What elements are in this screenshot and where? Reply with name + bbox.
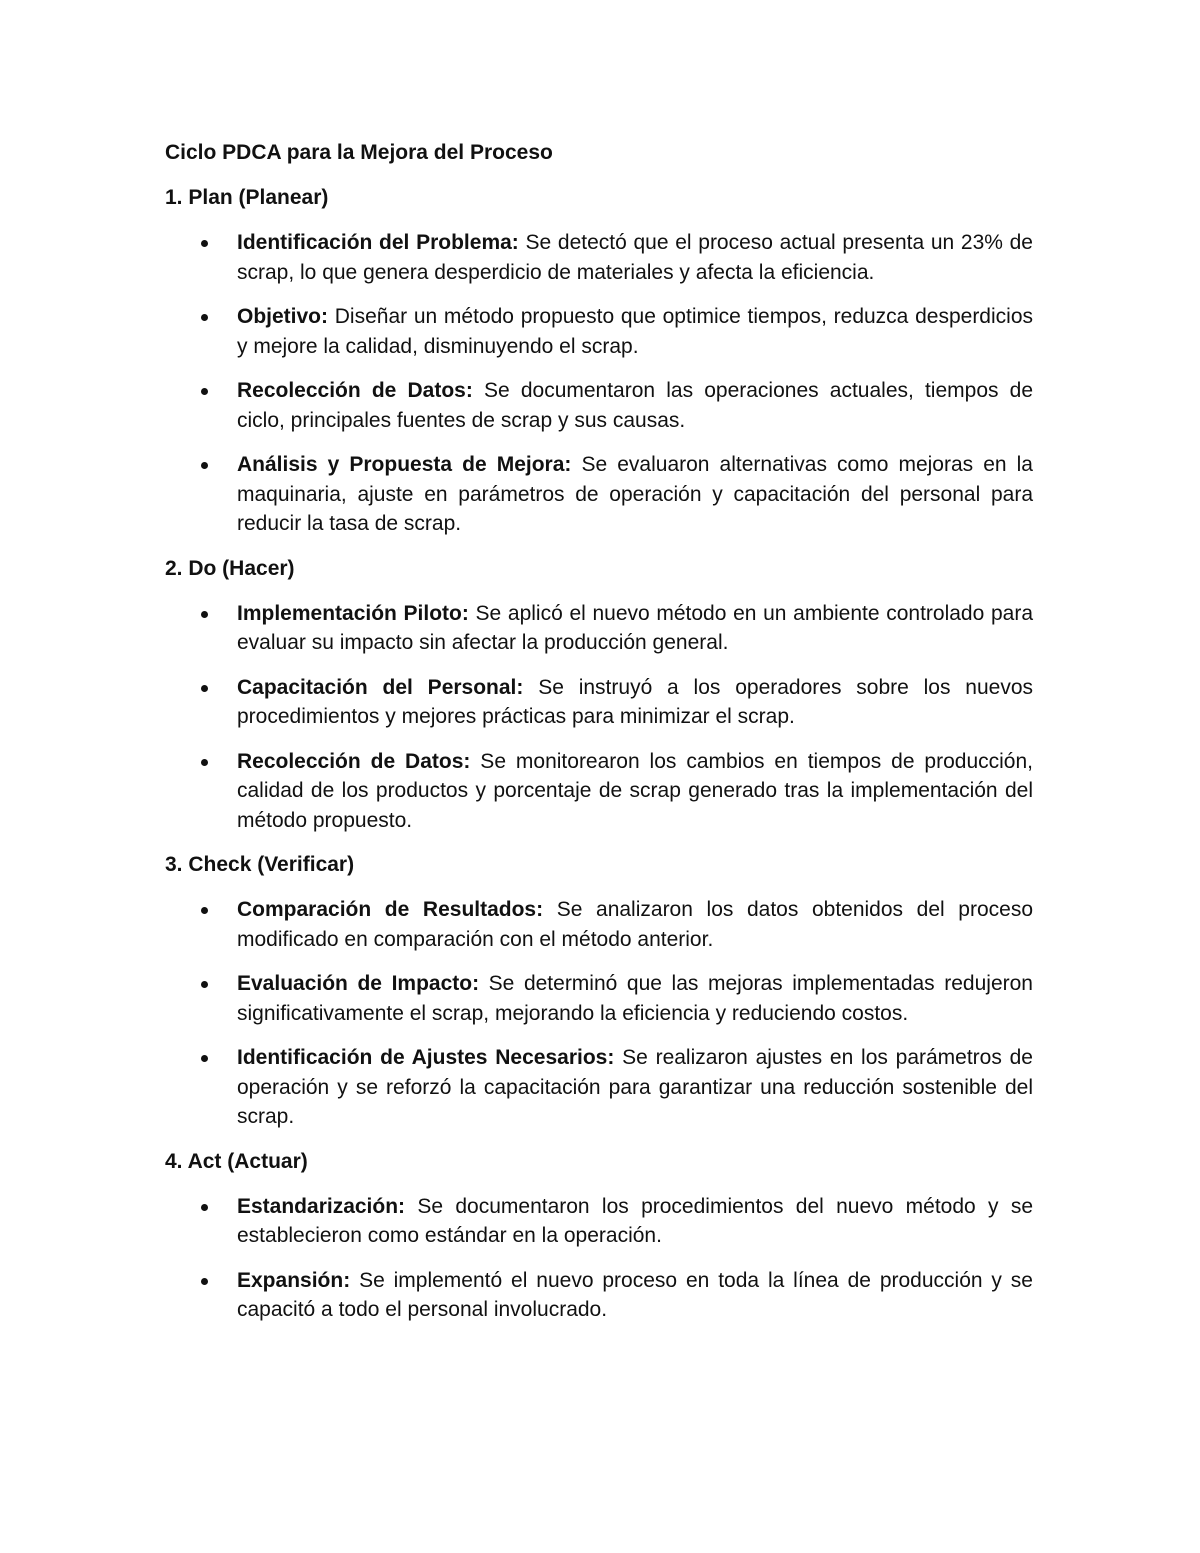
section-heading-act: 4. Act (Actuar) bbox=[165, 1149, 308, 1173]
document-title: Ciclo PDCA para la Mejora del Proceso bbox=[165, 141, 553, 164]
bullet-icon bbox=[201, 462, 208, 469]
bullet-icon bbox=[201, 388, 208, 395]
bullet-icon bbox=[201, 240, 208, 247]
section-heading-do: 2. Do (Hacer) bbox=[165, 556, 295, 580]
bullet-icon bbox=[201, 314, 208, 321]
bullet-icon bbox=[201, 1278, 208, 1285]
list-item bbox=[165, 969, 1033, 1028]
item-text: Se analizaron los datos obtenidos del proceso modificado en comparación con el método anterior. bbox=[237, 898, 1033, 951]
bullet-icon bbox=[201, 907, 208, 914]
item-term: Recolección de Datos: bbox=[237, 749, 471, 773]
item-term: Estandarización: bbox=[237, 1194, 406, 1218]
list-item bbox=[165, 376, 1033, 435]
section-heading-plan: 1. Plan (Planear) bbox=[165, 186, 329, 209]
item-term: Identificación del Problema: bbox=[237, 231, 519, 254]
item-text: Diseñar un método propuesto que optimice tiempos, reduzca desperdicios y mejore la calidad, disminuyendo el scrap. bbox=[237, 305, 1033, 358]
list-item bbox=[165, 895, 1033, 954]
item-term: Evaluación de Impacto: bbox=[237, 972, 480, 995]
item-text: Se realizaron ajustes en los parámetros de operación y se reforzó la capacitación para garantizar una reducción sostenible del scrap. bbox=[237, 1046, 1033, 1128]
bullet-icon bbox=[201, 759, 208, 766]
list-item bbox=[165, 302, 1033, 361]
item-text: Se detectó que el proceso actual presenta un 23% de scrap, lo que genera desperdicio de materiales y afecta la eficiencia. bbox=[237, 231, 1033, 284]
document-body bbox=[165, 138, 1033, 1340]
item-term: Objetivo: bbox=[237, 305, 329, 328]
bullet-icon bbox=[201, 611, 208, 618]
item-text: Se determinó que las mejoras implementadas redujeron significativamente el scrap, mejorando la eficiencia y reduciendo costos. bbox=[237, 972, 1033, 1025]
item-term: Capacitación del Personal: bbox=[237, 675, 524, 699]
bullet-icon bbox=[201, 1055, 208, 1062]
bullet-icon bbox=[201, 1204, 208, 1211]
do-bullet-list bbox=[165, 599, 1033, 836]
item-text: Se monitorearon los cambios en tiempos de producción, calidad de los productos y porcentaje de scrap generado tras la implementación del método propuesto. bbox=[237, 749, 1033, 832]
section-heading-check: 3. Check (Verificar) bbox=[165, 853, 355, 876]
bullet-icon bbox=[201, 981, 208, 988]
item-text: Se implementó el nuevo proceso en toda la línea de producción y se capacitó a todo el personal involucrado. bbox=[237, 1268, 1033, 1321]
plan-bullet-list bbox=[165, 228, 1033, 539]
item-term: Expansión: bbox=[237, 1268, 351, 1292]
item-term: Identificación de Ajustes Necesarios: bbox=[237, 1046, 615, 1069]
list-item bbox=[165, 599, 1033, 658]
item-text: Se instruyó a los operadores sobre los nuevos procedimientos y mejores prácticas para minimizar el scrap. bbox=[237, 675, 1034, 728]
item-text: Se aplicó el nuevo método en un ambiente controlado para evaluar su impacto sin afectar la producción general. bbox=[237, 601, 1033, 654]
item-term: Comparación de Resultados: bbox=[237, 898, 544, 921]
list-item bbox=[165, 1266, 1033, 1325]
act-bullet-list bbox=[165, 1192, 1033, 1325]
list-item bbox=[165, 673, 1033, 732]
list-item bbox=[165, 228, 1033, 287]
item-term: Recolección de Datos: bbox=[237, 379, 473, 402]
item-text: Se documentaron los procedimientos del nuevo método y se establecieron como estándar en la operación. bbox=[237, 1194, 1033, 1247]
list-item bbox=[165, 1192, 1033, 1251]
item-text: Se documentaron las operaciones actuales, tiempos de ciclo, principales fuentes de scrap y sus causas. bbox=[237, 379, 1034, 432]
item-text: Se evaluaron alternativas como mejoras en la maquinaria, ajuste en parámetros de operación y capacitación del personal para reducir la tasa de scrap. bbox=[237, 453, 1033, 535]
list-item bbox=[165, 450, 1033, 539]
item-term: Implementación Piloto: bbox=[237, 601, 469, 625]
item-term: Análisis y Propuesta de Mejora: bbox=[237, 453, 572, 476]
bullet-icon bbox=[201, 685, 208, 692]
list-item bbox=[165, 747, 1033, 836]
check-bullet-list bbox=[165, 895, 1033, 1132]
list-item bbox=[165, 1043, 1033, 1132]
